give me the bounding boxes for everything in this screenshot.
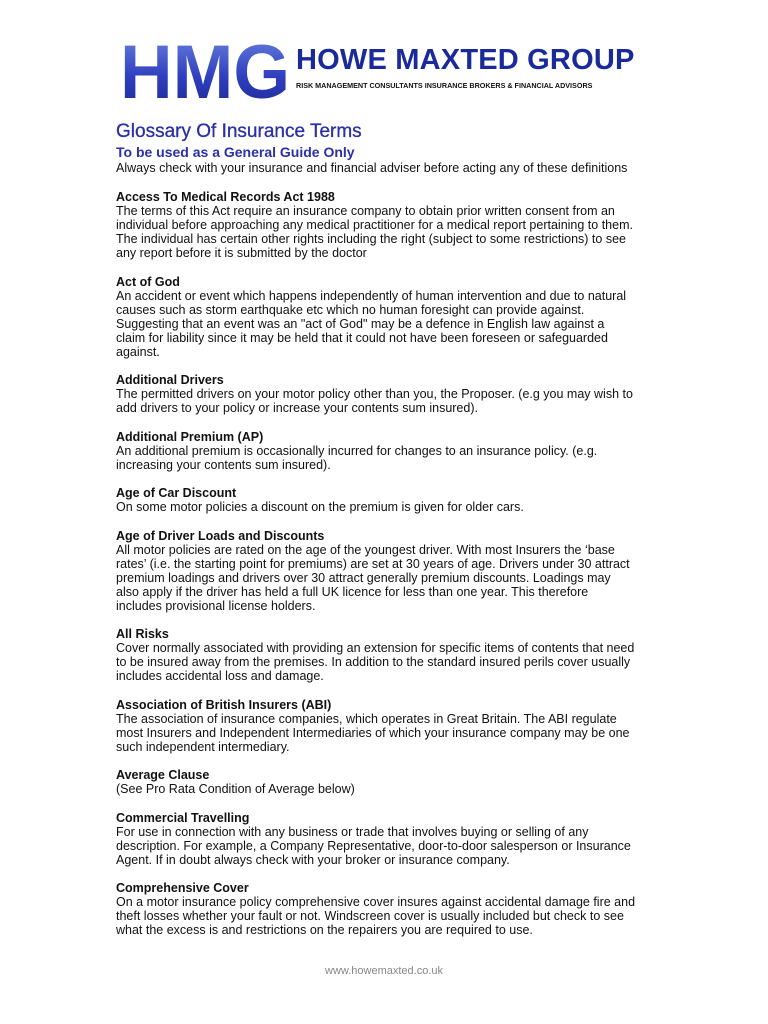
definition-line: The association of insurance companies, which operates in Great Britain. The ABI regulate <box>116 711 617 726</box>
definition-line: theft losses whether your fault or not. Windscreen cover is usually included but check to see <box>116 909 624 923</box>
definition-line: rates’ (i.e. the starting point for premiums) are set at 30 years of age. Drivers under 30 attract <box>116 556 630 571</box>
brand-name: HOWE MAXTED GROUP <box>296 44 635 76</box>
glossary-entry <box>116 486 656 514</box>
definition-line: An additional premium is occasionally incurred for changes to an insurance policy. (e.g. <box>116 443 598 458</box>
glossary-term: Age of Driver Loads and Discounts <box>116 528 325 543</box>
glossary-entry <box>116 529 656 613</box>
definition-line: The individual has certain other rights including the right (subject to some restrictions) to see <box>116 232 626 246</box>
definition-line: For use in connection with any business or trade that involves buying or selling of any <box>116 824 589 839</box>
definition-line: An accident or event which happens independently of human intervention and due to natural <box>116 288 627 303</box>
definition-line: claim for liability since it may be held that it could not have been foreseen or safeguarded <box>116 330 608 345</box>
brand-header <box>120 38 650 100</box>
definition-line: individual before approaching any medical practitioner for a medical report pertaining to them. <box>116 218 633 232</box>
definition-line: add drivers to your policy or increase your contents sum insured). <box>116 401 478 415</box>
glossary-entry <box>116 275 656 359</box>
glossary-entry <box>116 627 656 683</box>
definition-line: most Insurers and Independent Intermediaries of which your insurance company may be one <box>116 725 630 740</box>
definition-line: such independent intermediary. <box>116 739 290 754</box>
definition-line: increasing your contents sum insured). <box>116 457 331 472</box>
glossary-term: Additional Premium (AP) <box>116 429 264 444</box>
definition-line: to be insured away from the premises. In addition to the standard insured perils cover usually <box>116 655 631 669</box>
definition-line: description. For example, a Company Representative, door-to-door salesperson or Insurance <box>116 838 631 853</box>
hmg-logo <box>120 38 290 100</box>
definition-line: Cover normally associated with providing an extension for specific items of contents that need <box>116 641 635 655</box>
definition-line: causes such as storm earthquake etc which no human foresight can provide against. <box>116 302 585 317</box>
definition-line: includes provisional license holders. <box>116 598 316 613</box>
definition-line: All motor policies are rated on the age of the youngest driver. With most Insurers the ‘base <box>116 542 615 557</box>
glossary-term: Access To Medical Records Act 1988 <box>116 190 335 204</box>
logo-lettering: HMG <box>120 38 290 100</box>
disclaimer-note: Always check with your insurance and financial adviser before acting any of these definitions <box>116 161 628 175</box>
glossary-entry <box>116 373 656 415</box>
definition-line: against. <box>116 344 160 359</box>
glossary-content <box>116 121 656 952</box>
definition-line: what the excess is and restrictions on the repairers you are required to use. <box>116 923 533 937</box>
footer-url[interactable]: www.howemaxted.co.uk <box>325 965 443 977</box>
definition-line: On a motor insurance policy comprehensive cover insures against accidental damage fire and <box>116 895 636 909</box>
glossary-term: Act of God <box>116 274 180 289</box>
definition-line: The terms of this Act require an insurance company to obtain prior written consent from an <box>116 204 615 218</box>
definition-line: Agent. If in doubt always check with your broker or insurance company. <box>116 852 510 867</box>
glossary-entry <box>116 698 656 754</box>
glossary-term: Comprehensive Cover <box>116 881 249 895</box>
glossary-entry <box>116 430 656 472</box>
definition-line: any report before it is submitted by the doctor <box>116 246 367 260</box>
glossary-entries <box>116 190 656 937</box>
page-title: Glossary Of Insurance Terms <box>116 121 362 142</box>
glossary-entry <box>116 811 656 867</box>
definition-line: The permitted drivers on your motor policy other than you, the Proposer. (e.g you may wish to <box>116 387 633 401</box>
definition-line: On some motor policies a discount on the premium is given for older cars. <box>116 500 524 514</box>
glossary-term: All Risks <box>116 627 169 641</box>
page-subtitle: To be used as a General Guide Only <box>116 144 355 160</box>
glossary-term: Commercial Travelling <box>116 810 250 825</box>
glossary-term: Association of British Insurers (ABI) <box>116 697 332 712</box>
definition-line: (See Pro Rata Condition of Average below) <box>116 782 355 796</box>
definition-line: Suggesting that an event was an "act of God" may be a defence in English law against a <box>116 316 605 331</box>
glossary-term: Additional Drivers <box>116 373 224 387</box>
glossary-term: Age of Car Discount <box>116 486 237 500</box>
definition-line: includes accidental loss and damage. <box>116 669 324 683</box>
glossary-term: Average Clause <box>116 768 210 782</box>
definition-line: also apply if the driver has held a full UK licence for less than one year. This therefore <box>116 584 589 599</box>
definition-line: premium loadings and drivers over 30 attract generally premium discounts. Loadings may <box>116 570 611 585</box>
brand-tagline: RISK MANAGEMENT CONSULTANTS INSURANCE BROKERS & FINANCIAL ADVISORS <box>296 81 593 90</box>
glossary-entry <box>116 768 656 796</box>
glossary-entry <box>116 190 656 260</box>
glossary-entry <box>116 881 656 937</box>
